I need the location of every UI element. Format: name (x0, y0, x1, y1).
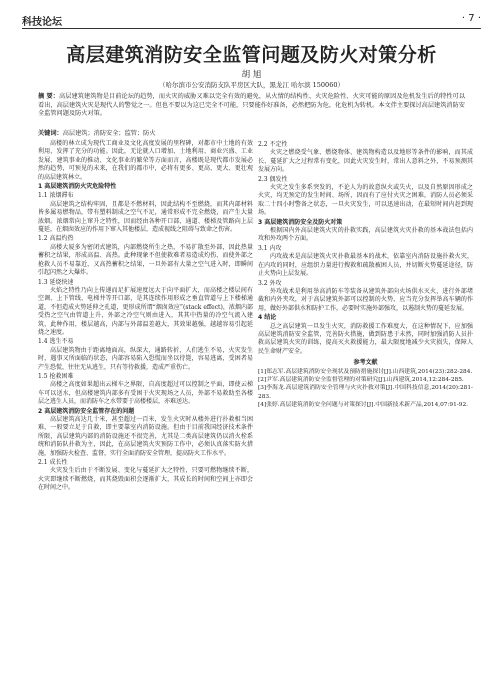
reference-item: [2]尹军.高层建筑消防安全监督管理的对策研究[J].山西建筑,2014,12:284-285. (258, 376, 464, 383)
abstract-label: 摘 要： (38, 93, 59, 100)
subsection-heading: 1.3 延烧快速 (38, 278, 74, 286)
section-label: 科技论坛 (22, 17, 62, 28)
paragraph: 火焰之特性乃向上传递而足扩展速度远大于向平面扩大，而高楼之楼层间有空调、上下管线、电梯井等开口部，是其连续作用形成之垂直管道与上下楼梯通道，不但造成火势延伸之孔道，更形成所谓“烟囱效应”(stack effect)，浓烟内部受热之空气由管道上升，外部之冷空气则由进入，其其中热量的冷空气流入建筑，此种作用，楼层越高，内部与外部温差越大，其效果越强，越越容易引起延烧之速度。 (38, 286, 253, 336)
subsection-heading: 1.5 抢救困难 (38, 372, 74, 380)
reference-item: [3]李海龙.高层建筑消防安全管理与火灾扑救对策[J].中国科技信息,2014(20):281-283. (258, 385, 473, 400)
keywords (38, 128, 465, 137)
paragraph: 根据国内外高层建筑火灾的扑救实践，高层建筑火灾扑救的基本战法包括内攻和外攻两个方面。 (258, 227, 473, 243)
paragraph: 火灾之发生多系突发的，不论人为的故意纵火或失火，以及自然原因形成之火灾，均无预定的发生时间、场所，因而有了应付火灾之困难，消防人员必须采取二十四小时警备之状态，一旦火灾发生，可以迅速出动，在最短时间内赶到现场。 (258, 184, 473, 217)
paragraph: 高楼大厦多为密闭式建筑，内部燃烧所生之热，不易扩散至外部，因此热量蓄积之结果，形成高温、高热。此种现象不但使救难者易造成灼伤、而使外部之抢救人员不易靠近，又高热蓄积之结果，一旦外部有大量之空气进入时，即瞬间引起闪然之大爆炸。 (38, 243, 253, 277)
paragraph: 高楼之高度如果超出云梯车之界限，自高度超过可以控制之平面，即使云梯车可以送水，但高楼建筑内部多有受困于火灾现场之人员，外部不易救助至各楼层之逃生人员，而消防车之水带要于高楼楼层，亦难送达。 (38, 381, 253, 406)
header-rule (22, 28, 481, 29)
paragraph: 火灾发生后由于不断发展、变化与蔓延扩大之特性，只要可燃物继续不断，火灾即继续不断燃烧，而其烧毁面积会逐渐扩大，其成长的时间和空间上亦即会在时间之中。 (38, 467, 253, 492)
section-heading: 3 高层建筑消防安全及防火对策 (258, 218, 343, 226)
keywords-text: 高层建筑；消防安全；监管；防火 (62, 130, 156, 137)
section-heading: 1 高层建筑消防火灾危险特性 (38, 183, 117, 191)
paragraph: 高层建筑之结构牢固，且都是不燃材料，因此结构不至燃烧，而其内部材料皆多属易燃物品，带有塑料制成之空气不足，通常形成不完全燃烧，而产生大量浓烟。浓烟常向上窜升之特性，因而经由各种开口部、通道、楼梯及管路向上层蔓延，在烟囱效应的作用下窜入其他楼层，造成视线之阻碍与致命之伤害。 (38, 200, 253, 234)
subsection-heading: 1.1 浓烟滞布 (38, 192, 74, 200)
paragraph: 高楼的林立成为现代工商业及文化高度发展的里程碑，对都市中土地的有效利用，发挥了充分的功能。因此，无论就人口增加、土地利用、商业兴盛、工业发展、建筑事业的推动、文化事业的繁荣等方面而言，高楼既是现代都市发展必然的趋势，可预见的未来，在我们的都市中，必将有更多、更高、更大、更壮观的高层建筑林立。 (38, 140, 253, 181)
subsection-heading: 2.1 成长性 (38, 459, 68, 467)
left-column (38, 140, 253, 493)
author: 胡 旭 (241, 70, 262, 80)
reference-item: [1]郑志军.高层建筑消防安全现状及预防措施探讨[J].山西建筑,2014(23):282-284. (258, 368, 473, 375)
subsection-heading: 1.2 高温灼热 (38, 235, 74, 243)
right-column (258, 140, 473, 410)
subsection-heading: 1.4 逃生不易 (38, 338, 74, 346)
references-heading: 参考文献 (353, 359, 378, 367)
subsection-heading: 2.2 不定性 (258, 141, 288, 148)
section-heading: 4 结论 (258, 314, 277, 322)
section-heading: 2 高层建筑消防安全监管存在的问题 (38, 407, 135, 415)
abstract (38, 93, 465, 119)
keywords-label: 关键词： (38, 130, 63, 137)
paragraph: 外攻战术是利用举高消防车等装备从建筑外部向火场供水灭火，进行外部堵截和内外夹攻，对于高层建筑外部可以控制的火势，应当充分发挥举高车辆的作用，做好外部供水和防护工作，必要时实施外部强攻，以遏制火势的蔓延发展。 (258, 287, 473, 312)
paragraph: 火灾之燃烧受气象、燃烧物体、建筑物构造以及地形等条件的影响，而其成长、蔓延扩大之过程常有变化，因此火灾发生时，常出人意料之外，不易预测其发展方向。 (258, 149, 473, 174)
page-number: · 7 · (461, 13, 481, 24)
subsection-heading: 2.3 偶发性 (258, 175, 288, 183)
paragraph: 高层建筑物由于距离地面高，纵深大，通路转折，人们逃生不易，火灾发生时，遇事又所面临的状态，内部容易陷入恐慌而坐以待毙，容易逃离，受困者易产生恐慌，往往无从逃生，只有等待救援，造成严重伤亡。 (38, 346, 253, 371)
subsection-heading: 3.1 内攻 (258, 244, 282, 252)
affiliation: （哈尔滨市公安消防支队平房区大队，黑龙江 哈尔滨 150060） (159, 81, 344, 89)
reference-item: [4]张婷.高层建筑消防安全问题与对策探讨[J].中国新技术新产品,2014,07:91-92. (258, 402, 468, 409)
abstract-text: 高层建筑建筑物是目前论坛的趋势，而火灾的威胁又难以完全有效的避免，从火情的结构性、火灾危险性、火灾可能的原因及危机发生后的特性可以看出，高层建筑火灾是现代人的警觉之一。但也不要以为这已完全不可能，只要能作好准备，必然把防为危，化危机为转机。本文伴主要探讨高层建筑消防安全监管问题及防火对策。 (38, 93, 466, 118)
paper-title: 高层建筑消防安全监管问题及防火对策分析 (66, 44, 437, 66)
subsection-heading: 3.2 外攻 (258, 279, 282, 287)
paragraph: 内攻战术是高层建筑火灾扑救最基本的战术，依靠室内消防设施扑救火灾，在内攻的同时，应组织力量进行搜救和疏散被困人员，并切断火势蔓延途径，防止火势向上层发展。 (258, 253, 473, 278)
paragraph: 高层建筑高达几十米，甚至超过一百米，发生火灾时从楼外进行扑救相当困难，一般要立足于自救，即主要靠室内消防设施。但由于目前我国经济技术条件所限，高层建筑内部的消防设施还不很完善，尤其是二类高层建筑仍以消火栓系统和消防队扑救为主，因此，在高层建筑火灾预防工作中，必须认真落实防火措施，加强防火检查、监督，实行全面消防安全管理，提高防火工作水平。 (38, 416, 253, 457)
page-header (0, 0, 503, 32)
paragraph: 总之高层建筑一旦发生火灾，消防救援工作难度大，在这种情况下，应加强高层建筑消防安全监管，完善防火措施，做到防患于未然，同时加强消防人员扑救高层建筑火灾的训练，提高灭火救援能力，最大限度地减少火灾损失，保障人民生命财产安全。 (258, 322, 473, 355)
